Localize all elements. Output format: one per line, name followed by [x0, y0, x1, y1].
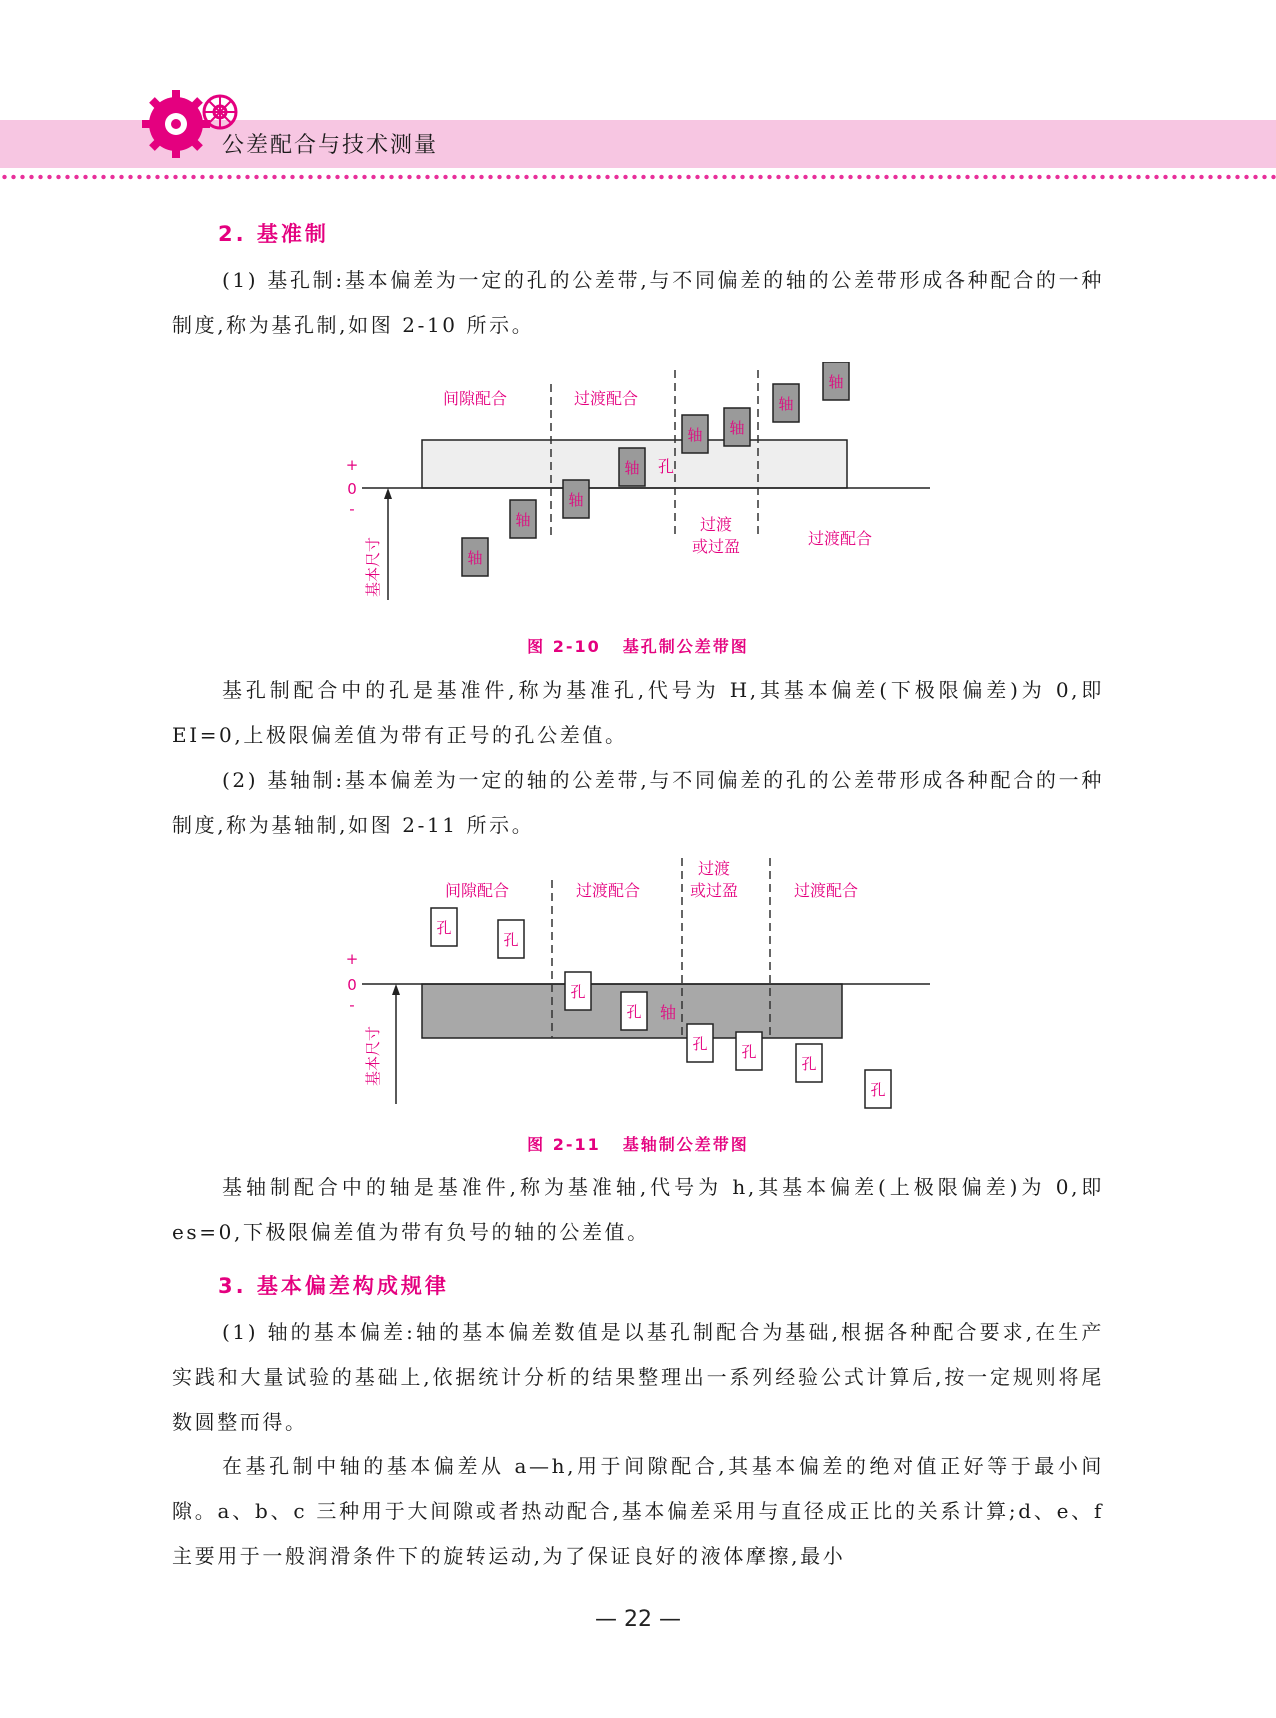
label-transition-fit-right: 过渡配合 — [793, 881, 859, 900]
paragraph-shaft-basis-detail: 基轴制配合中的轴是基准件,称为基准轴,代号为 h,其基本偏差(上极限偏差)为 0,即 es=0,下极限偏差值为带有负号的轴的公差值。 — [172, 1175, 1104, 1244]
label-transition-or-2: 或过盈 — [689, 881, 739, 900]
axis-arrow-icon — [392, 984, 400, 995]
header-title: 公差配合与技术测量 — [222, 133, 439, 158]
label-transition-fit-mid: 过渡配合 — [575, 881, 641, 900]
figure-shaft-basis-diagram — [330, 858, 950, 1114]
figure-hole-basis-diagram — [330, 362, 950, 622]
svg-text:轴: 轴 — [828, 373, 844, 391]
hole-box-4 — [621, 992, 647, 1030]
svg-text:轴: 轴 — [729, 419, 745, 437]
shaft-box-7 — [773, 384, 799, 422]
paragraph-hole-basis-definition: (1) 基孔制:基本偏差为一定的孔的公差带,与不同偏差的轴的公差带形成各种配合的一种制度,称为基孔制,如图 2-10 所示。 — [172, 268, 1104, 337]
svg-text:轴: 轴 — [687, 426, 703, 444]
label-clearance-fit: 间隙配合 — [444, 881, 510, 900]
figure-2-10-caption — [0, 634, 1276, 657]
hole-box-1 — [431, 908, 457, 946]
svg-text:孔: 孔 — [801, 1055, 817, 1073]
header-dotted-rule — [0, 174, 1276, 180]
figure-2-10-title: 基孔制公差带图 — [622, 637, 749, 656]
axis-plus-label: + — [345, 950, 359, 968]
axis-arrow-icon — [384, 488, 392, 499]
label-transition-fit-right: 过渡配合 — [807, 529, 873, 548]
axis-minus-label: - — [349, 500, 355, 518]
figure-hole-basis-svg — [330, 362, 950, 622]
axis-base-size-label: 基本尺寸 — [364, 1025, 382, 1087]
svg-text:孔: 孔 — [503, 931, 519, 949]
hole-box-7 — [796, 1044, 822, 1082]
figure-2-11-title: 基轴制公差带图 — [622, 1135, 749, 1154]
shaft-box-3 — [563, 480, 589, 518]
svg-text:轴: 轴 — [515, 511, 531, 529]
paragraph-shaft-basis-definition: (2) 基轴制:基本偏差为一定的轴的公差带,与不同偏差的孔的公差带形成各种配合的一种制度,称为基轴制,如图 2-11 所示。 — [172, 768, 1104, 837]
hole-box-6 — [736, 1032, 762, 1070]
hole-box-8 — [865, 1070, 891, 1108]
axis-plus-label: + — [345, 456, 359, 474]
svg-text:轴: 轴 — [467, 549, 483, 567]
svg-text:孔: 孔 — [741, 1043, 757, 1061]
svg-text:孔: 孔 — [626, 1003, 642, 1021]
page-number: — 22 — — [595, 1607, 681, 1632]
axis-zero-label: 0 — [347, 480, 357, 498]
section-title-base-system: 2. 基准制 — [218, 222, 329, 246]
hole-box-2 — [498, 920, 524, 958]
shaft-box-1 — [462, 538, 488, 576]
shaft-box-8 — [823, 362, 849, 400]
svg-text:轴: 轴 — [568, 491, 584, 509]
svg-text:轴: 轴 — [778, 395, 794, 413]
label-transition-or-1: 过渡 — [699, 515, 733, 534]
figure-2-11-caption — [0, 1132, 1276, 1155]
svg-text:孔: 孔 — [870, 1081, 886, 1099]
figure-2-10-number: 图 2-10 — [527, 637, 601, 656]
section-title-fundamental-deviation: 3. 基本偏差构成规律 — [218, 1274, 449, 1298]
shaft-box-2 — [510, 500, 536, 538]
paragraph-shaft-deviation-range: 在基孔制中轴的基本偏差从 a—h,用于间隙配合,其基本偏差的绝对值正好等于最小间隙。a、b、c 三种用于大间隙或者热动配合,基本偏差采用与直径成正比的关系计算;d、e、f 主要用于一般润滑条件下的旋转运动,为了保证良好的液体摩擦,最小 — [172, 1454, 1104, 1568]
svg-text:孔: 孔 — [570, 983, 586, 1001]
svg-text:孔: 孔 — [436, 919, 452, 937]
svg-text:轴: 轴 — [624, 459, 640, 477]
hole-label: 孔 — [657, 457, 675, 476]
svg-text:孔: 孔 — [692, 1035, 708, 1053]
shaft-box-6 — [724, 408, 750, 446]
label-transition-fit-top: 过渡配合 — [573, 389, 639, 408]
label-clearance-fit: 间隙配合 — [442, 389, 508, 408]
paragraph-shaft-deviation: (1) 轴的基本偏差:轴的基本偏差数值是以基孔制配合为基础,根据各种配合要求,在生产实践和大量试验的基础上,依据统计分析的结果整理出一系列经验公式计算后,按一定规则将尾数圆整而得。 — [172, 1320, 1104, 1434]
axis-base-size-label: 基本尺寸 — [364, 536, 382, 598]
shaft-box-5 — [682, 415, 708, 453]
shaft-label: 轴 — [659, 1003, 677, 1022]
axis-zero-label: 0 — [347, 976, 357, 994]
label-transition-or-1: 过渡 — [697, 859, 731, 878]
hole-box-5 — [687, 1024, 713, 1062]
axis-minus-label: - — [349, 996, 355, 1014]
figure-2-11-number: 图 2-11 — [527, 1135, 601, 1154]
shaft-box-4 — [619, 448, 645, 486]
figure-shaft-basis-svg — [330, 858, 950, 1114]
label-transition-or-2: 或过盈 — [691, 537, 741, 556]
hole-box-3 — [565, 972, 591, 1010]
paragraph-hole-basis-detail: 基孔制配合中的孔是基准件,称为基准孔,代号为 H,其基本偏差(下极限偏差)为 0,即 EI=0,上极限偏差值为带有正号的孔公差值。 — [172, 678, 1104, 747]
